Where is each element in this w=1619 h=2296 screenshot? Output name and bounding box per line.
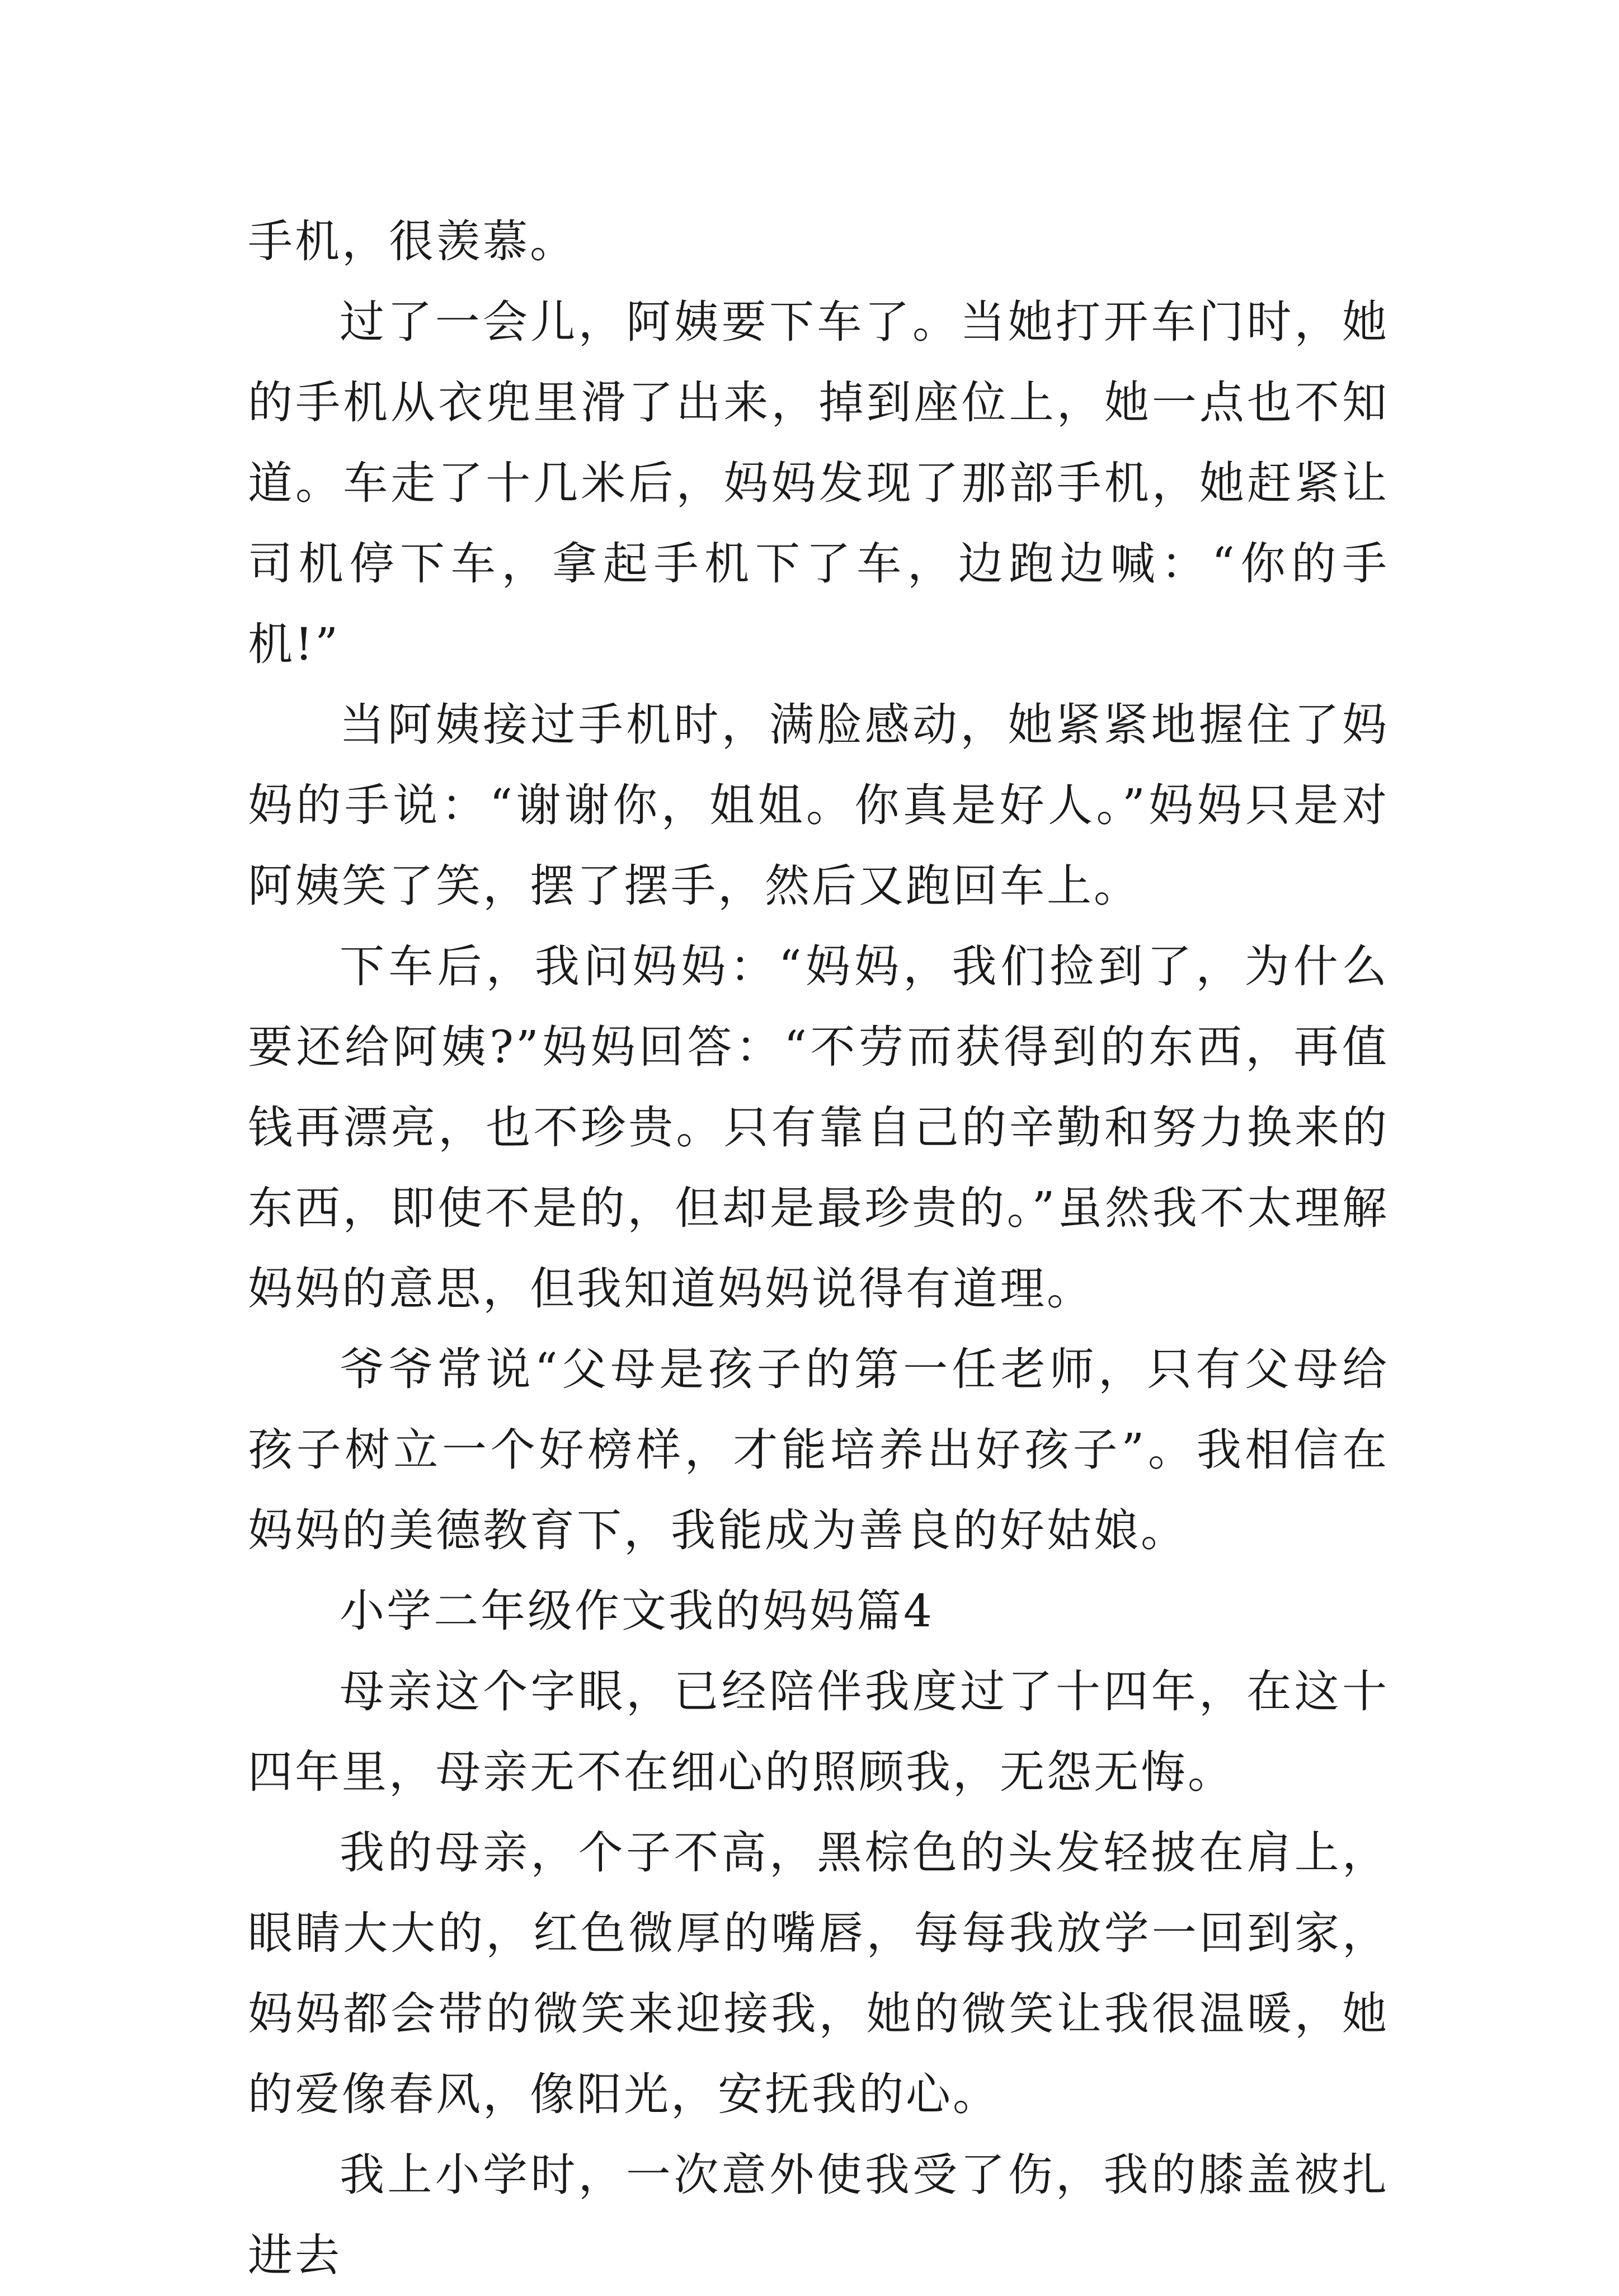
section-heading: 小学二年级作文我的妈妈篇4 bbox=[340, 1585, 934, 1637]
paragraph-5: 爷爷常说“父母是孩子的第一任老师，只有父母给孩子树立一个好榜样，才能培养出好孩子”。我相信在妈妈的美德教育下，我能成为善良的好姑娘。 bbox=[248, 1343, 1389, 1556]
paragraph-1: 手机，很羡慕。 bbox=[248, 215, 577, 267]
paragraph-3: 当阿姨接过手机时，满脸感动，她紧紧地握住了妈妈的手说：“谢谢你，姐姐。你真是好人。”妈妈只是对阿姨笑了笑，摆了摆手，然后又跑回车上。 bbox=[248, 699, 1389, 912]
paragraph-8: 我上小学时，一次意外使我受了伤，我的膝盖被扎进去 bbox=[248, 2149, 1389, 2281]
document-body bbox=[248, 201, 1389, 2296]
paragraph-2: 过了一会儿，阿姨要下车了。当她打开车门时，她的手机从衣兜里滑了出来，掉到座位上，她一点也不知道。车走了十几米后，妈妈发现了那部手机，她赶紧让司机停下车，拿起手机下了车，边跑边喊：“你的手机!” bbox=[248, 296, 1389, 670]
paragraph-6: 母亲这个字眼，已经陪伴我度过了十四年，在这十四年里，母亲无不在细心的照顾我，无怨无悔。 bbox=[248, 1665, 1389, 1798]
paragraph-7: 我的母亲，个子不高，黑棕色的头发轻披在肩上，眼睛大大的，红色微厚的嘴唇，每每我放学一回到家，妈妈都会带的微笑来迎接我，她的微笑让我很温暖，她的爱像春风，像阳光，安抚我的心。 bbox=[248, 1827, 1389, 2120]
paragraph-4: 下车后，我问妈妈：“妈妈，我们捡到了，为什么要还给阿姨?”妈妈回答：“不劳而获得到的东西，再值钱再漂亮，也不珍贵。只有靠自己的辛勤和努力换来的东西，即使不是的，但却是最珍贵的。”虽然我不太理解妈妈的意思，但我知道妈妈说得有道理。 bbox=[248, 940, 1389, 1315]
